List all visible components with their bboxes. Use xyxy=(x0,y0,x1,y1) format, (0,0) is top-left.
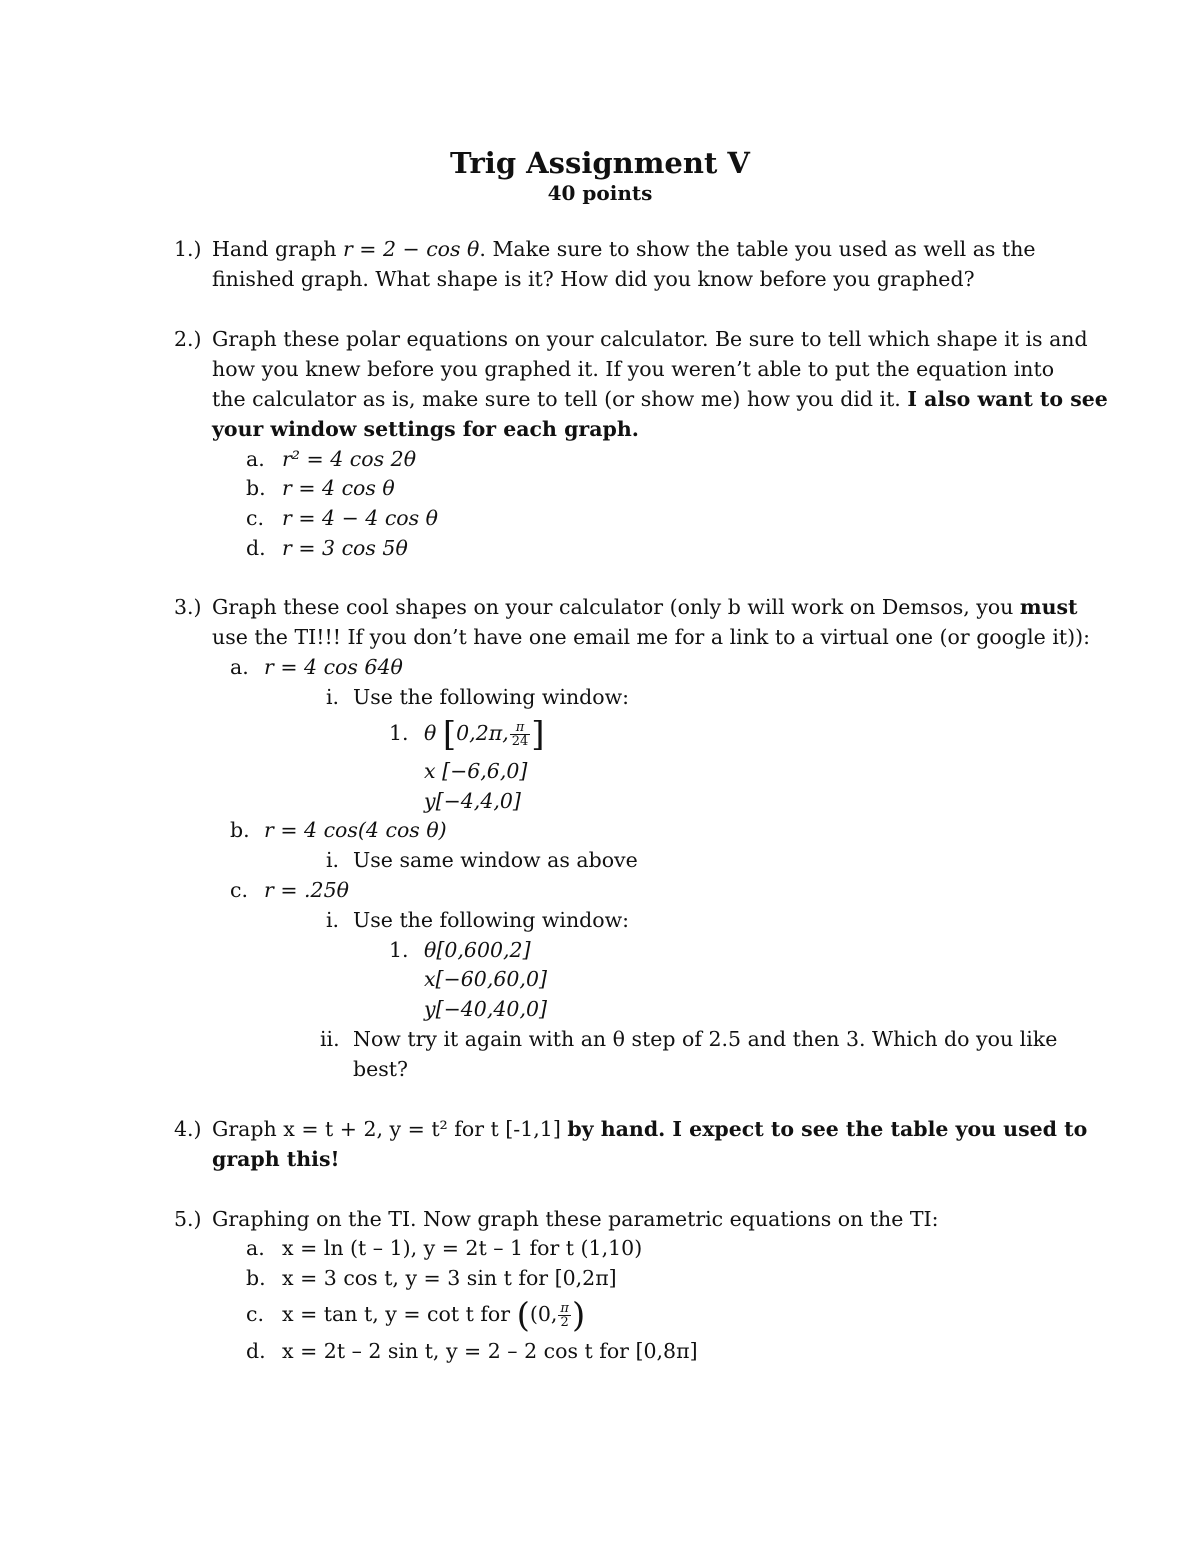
q3-line-1: Graph these cool shapes on your calculator (only b will work on Demsos, you must xyxy=(212,595,1078,619)
q3-a-window-label: 1. xyxy=(389,721,409,745)
pi-over-24-fraction: $\frac{\pi}{24}$ xyxy=(511,720,529,749)
q3-c-label: c. xyxy=(230,878,248,902)
points-subtitle: 40 points xyxy=(547,181,653,205)
q3-a-label: a. xyxy=(230,655,249,679)
q3-a-equation: r = 4 cos 64θ xyxy=(264,655,403,679)
q3-c-window-y: y[−40,40,0] xyxy=(424,997,547,1021)
q2-item-b-equation: r = 4 cos θ xyxy=(282,476,395,500)
q3-a-i-label: i. xyxy=(326,685,340,709)
q5-item-d-label: d. xyxy=(246,1339,266,1363)
q3-c-ii-line-2: best? xyxy=(353,1057,409,1081)
q3-c-window-theta: θ[0,600,2] xyxy=(424,938,531,962)
q1-number: 1.) xyxy=(174,237,202,261)
q3-a-window-y: y[−4,4,0] xyxy=(424,789,521,813)
q2-item-c-equation: r = 4 − 4 cos θ xyxy=(282,506,439,530)
q5-item-b-label: b. xyxy=(246,1266,266,1290)
q5-item-c-label: c. xyxy=(246,1302,264,1326)
q3-c-ii-line-1: Now try it again with an θ step of 2.5 and then 3. Which do you like xyxy=(353,1027,1058,1051)
q2-line-2: how you knew before you graphed it. If you weren’t able to put the equation into xyxy=(212,357,1055,381)
q3-c-i-text: Use the following window: xyxy=(353,908,630,932)
q3-b-i-label: i. xyxy=(326,848,340,872)
q3-c-equation: r = .25θ xyxy=(264,878,349,902)
q2-item-b-label: b. xyxy=(246,476,266,500)
q3-c-window-label: 1. xyxy=(389,938,409,962)
q5-line-1: Graphing on the TI. Now graph these parametric equations on the TI: xyxy=(212,1207,939,1231)
q2-item-d-equation: r = 3 cos 5θ xyxy=(282,536,408,560)
q3-a-i-text: Use the following window: xyxy=(353,685,630,709)
q3-c-i-label: i. xyxy=(326,908,340,932)
q3-b-equation: r = 4 cos(4 cos θ) xyxy=(264,818,447,842)
q3-a-window-x: x [−6,6,0] xyxy=(424,759,528,783)
q2-item-a-equation: r² = 4 cos 2θ xyxy=(282,447,417,471)
q2-line-1: Graph these polar equations on your calculator. Be sure to tell which shape it is and xyxy=(212,327,1088,351)
q3-b-i-text: Use same window as above xyxy=(353,848,638,872)
q3-number: 3.) xyxy=(174,595,202,619)
q2-item-a-label: a. xyxy=(246,447,265,471)
q4-number: 4.) xyxy=(174,1117,202,1141)
q2-number: 2.) xyxy=(174,327,202,351)
page-title: Trig Assignment V xyxy=(450,146,750,180)
pi-over-2-fraction: $\frac{\pi}{2}$ xyxy=(560,1301,569,1330)
q3-c-ii-label: ii. xyxy=(320,1027,340,1051)
q1-line-1: Hand graph r = 2 − cos θ. Make sure to show the table you used as well as the xyxy=(212,237,1036,261)
q4-line-1: Graph x = t + 2, y = t² for t [-1,1] by hand. I expect to see the table you used to xyxy=(212,1117,1088,1141)
q1-line-2: finished graph. What shape is it? How did you know before you graphed? xyxy=(212,267,975,291)
q5-number: 5.) xyxy=(174,1207,202,1231)
q5-item-a-label: a. xyxy=(246,1236,265,1260)
q4-line-2: graph this! xyxy=(212,1147,340,1171)
q2-item-d-label: d. xyxy=(246,536,266,560)
q5-item-d-text: x = 2t – 2 sin t, y = 2 – 2 cos t for [0,8π] xyxy=(282,1339,698,1363)
q3-c-window-x: x[−60,60,0] xyxy=(424,967,547,991)
q3-a-window-theta: θ [0,2π, $\frac{\pi}{24}$ ] xyxy=(424,714,545,755)
q2-item-c-label: c. xyxy=(246,506,264,530)
q5-item-c-text: x = tan t, y = cot t for ((0, $\frac{\pi}{2}$ ) xyxy=(282,1295,586,1336)
q2-line-3: the calculator as is, make sure to tell (or show me) how you did it. I also want to see xyxy=(212,387,1108,411)
q2-line-4: your window settings for each graph. xyxy=(212,417,639,441)
q1-equation: r = 2 − cos θ xyxy=(342,237,480,261)
q5-item-a-text: x = ln (t – 1), y = 2t – 1 for t (1,10) xyxy=(282,1236,643,1260)
q3-line-2: use the TI!!! If you don’t have one email me for a link to a virtual one (or google it)): xyxy=(212,625,1091,649)
q3-b-label: b. xyxy=(230,818,250,842)
q5-item-b-text: x = 3 cos t, y = 3 sin t for [0,2π] xyxy=(282,1266,617,1290)
